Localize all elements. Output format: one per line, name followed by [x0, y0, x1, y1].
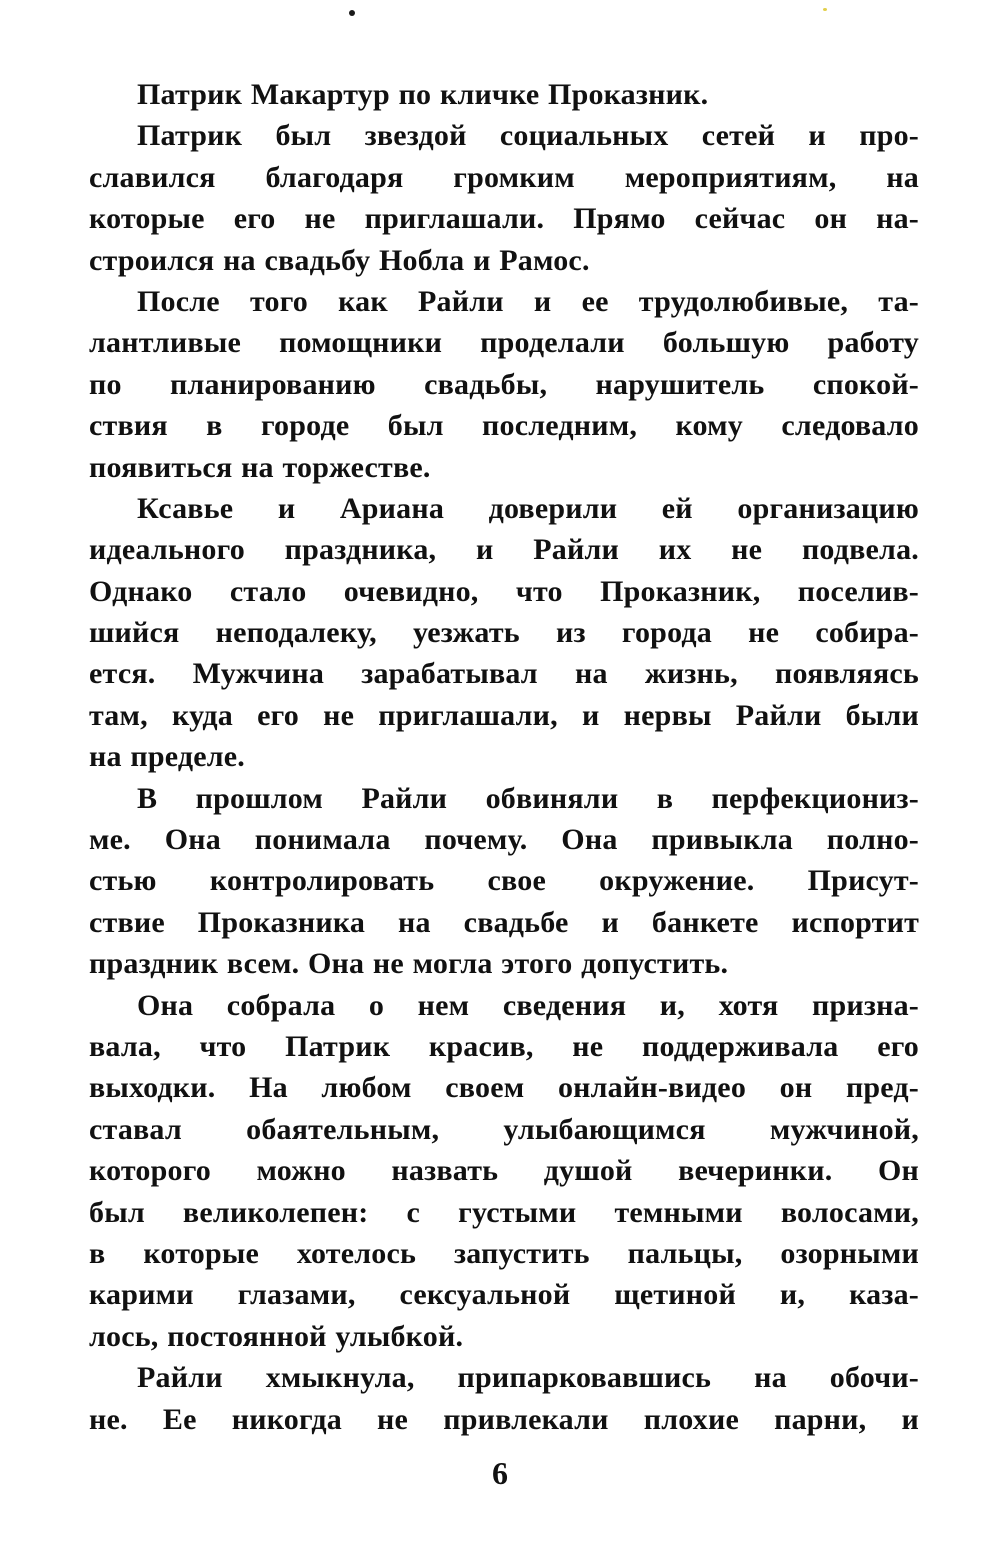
text-line: не. Ее никогда не привлекали плохие парни, и — [89, 1402, 919, 1436]
text-line: праздник всем. Она не могла этого допустить. — [89, 947, 729, 981]
text-line: появиться на торжестве. — [89, 450, 431, 484]
paragraph-3 — [89, 281, 919, 488]
text-line: шийся неподалеку, уезжать из города не собира- — [89, 616, 919, 650]
text-line: лантливые помощники проделали большую работу — [89, 326, 919, 360]
text-line: ставал обаятельным, улыбающимся мужчиной, — [89, 1112, 919, 1146]
page-number: 6 — [492, 1455, 508, 1491]
text-line: стью контролировать свое окружение. Присут- — [89, 864, 919, 898]
text-line: был великолепен: с густыми темными волосами, — [89, 1195, 919, 1229]
text-line: на пределе. — [89, 740, 246, 774]
text-line: Патрик был звездой социальных сетей и про- — [137, 119, 919, 153]
text-line: В прошлом Райли обвиняли в перфекциониз- — [137, 781, 919, 815]
paragraph-1 — [89, 74, 919, 115]
paragraph-4 — [89, 488, 919, 778]
text-line: лось, постоянной улыбкой. — [89, 1319, 464, 1353]
text-line: Райли хмыкнула, припарковавшись на обочи- — [137, 1361, 919, 1395]
text-line: строился на свадьбу Нобла и Рамос. — [89, 243, 590, 277]
text-line: Она собрала о нем сведения и, хотя призна- — [137, 988, 919, 1022]
text-line: которые его не приглашали. Прямо сейчас он на- — [89, 202, 919, 236]
text-line: славился благодаря громким мероприятиям, на — [89, 160, 919, 194]
page-text — [89, 74, 919, 1440]
text-line: вала, что Патрик красив, не поддерживала его — [89, 1029, 919, 1063]
text-line: Патрик Макартур по кличке Проказник. — [137, 78, 709, 111]
text-line: идеального праздника, и Райли их не подвела. — [89, 533, 919, 567]
paragraph-5 — [89, 778, 919, 985]
paragraph-6 — [89, 985, 919, 1358]
text-line: в которые хотелось запустить пальцы, озорными — [89, 1236, 919, 1270]
text-line: выходки. На любом своем онлайн-видео он пред- — [89, 1071, 919, 1105]
text-line: ется. Мужчина зарабатывал на жизнь, появляясь — [89, 657, 919, 691]
text-line: ствия в городе был последним, кому следовало — [89, 409, 919, 443]
text-line: Ксавье и Ариана доверили ей организацию — [137, 491, 919, 525]
text-line: ме. Она понимала почему. Она привыкла полно- — [89, 823, 919, 857]
text-line: по планированию свадьбы, нарушитель спокой- — [89, 367, 919, 401]
text-line: которого можно назвать душой вечеринки. Он — [89, 1154, 919, 1188]
text-line: После того как Райли и ее трудолюбивые, та- — [137, 284, 919, 318]
print-speck — [349, 10, 355, 16]
text-line: ствие Проказника на свадьбе и банкете испортит — [89, 905, 919, 939]
text-line: карими глазами, сексуальной щетиной и, каза- — [89, 1278, 919, 1312]
text-line: там, куда его не приглашали, и нервы Райли были — [89, 698, 919, 732]
print-speck-yellow — [823, 8, 827, 11]
paragraph-7 — [89, 1357, 919, 1440]
paragraph-2 — [89, 115, 919, 281]
text-line: Однако стало очевидно, что Проказник, поселив- — [89, 574, 919, 608]
